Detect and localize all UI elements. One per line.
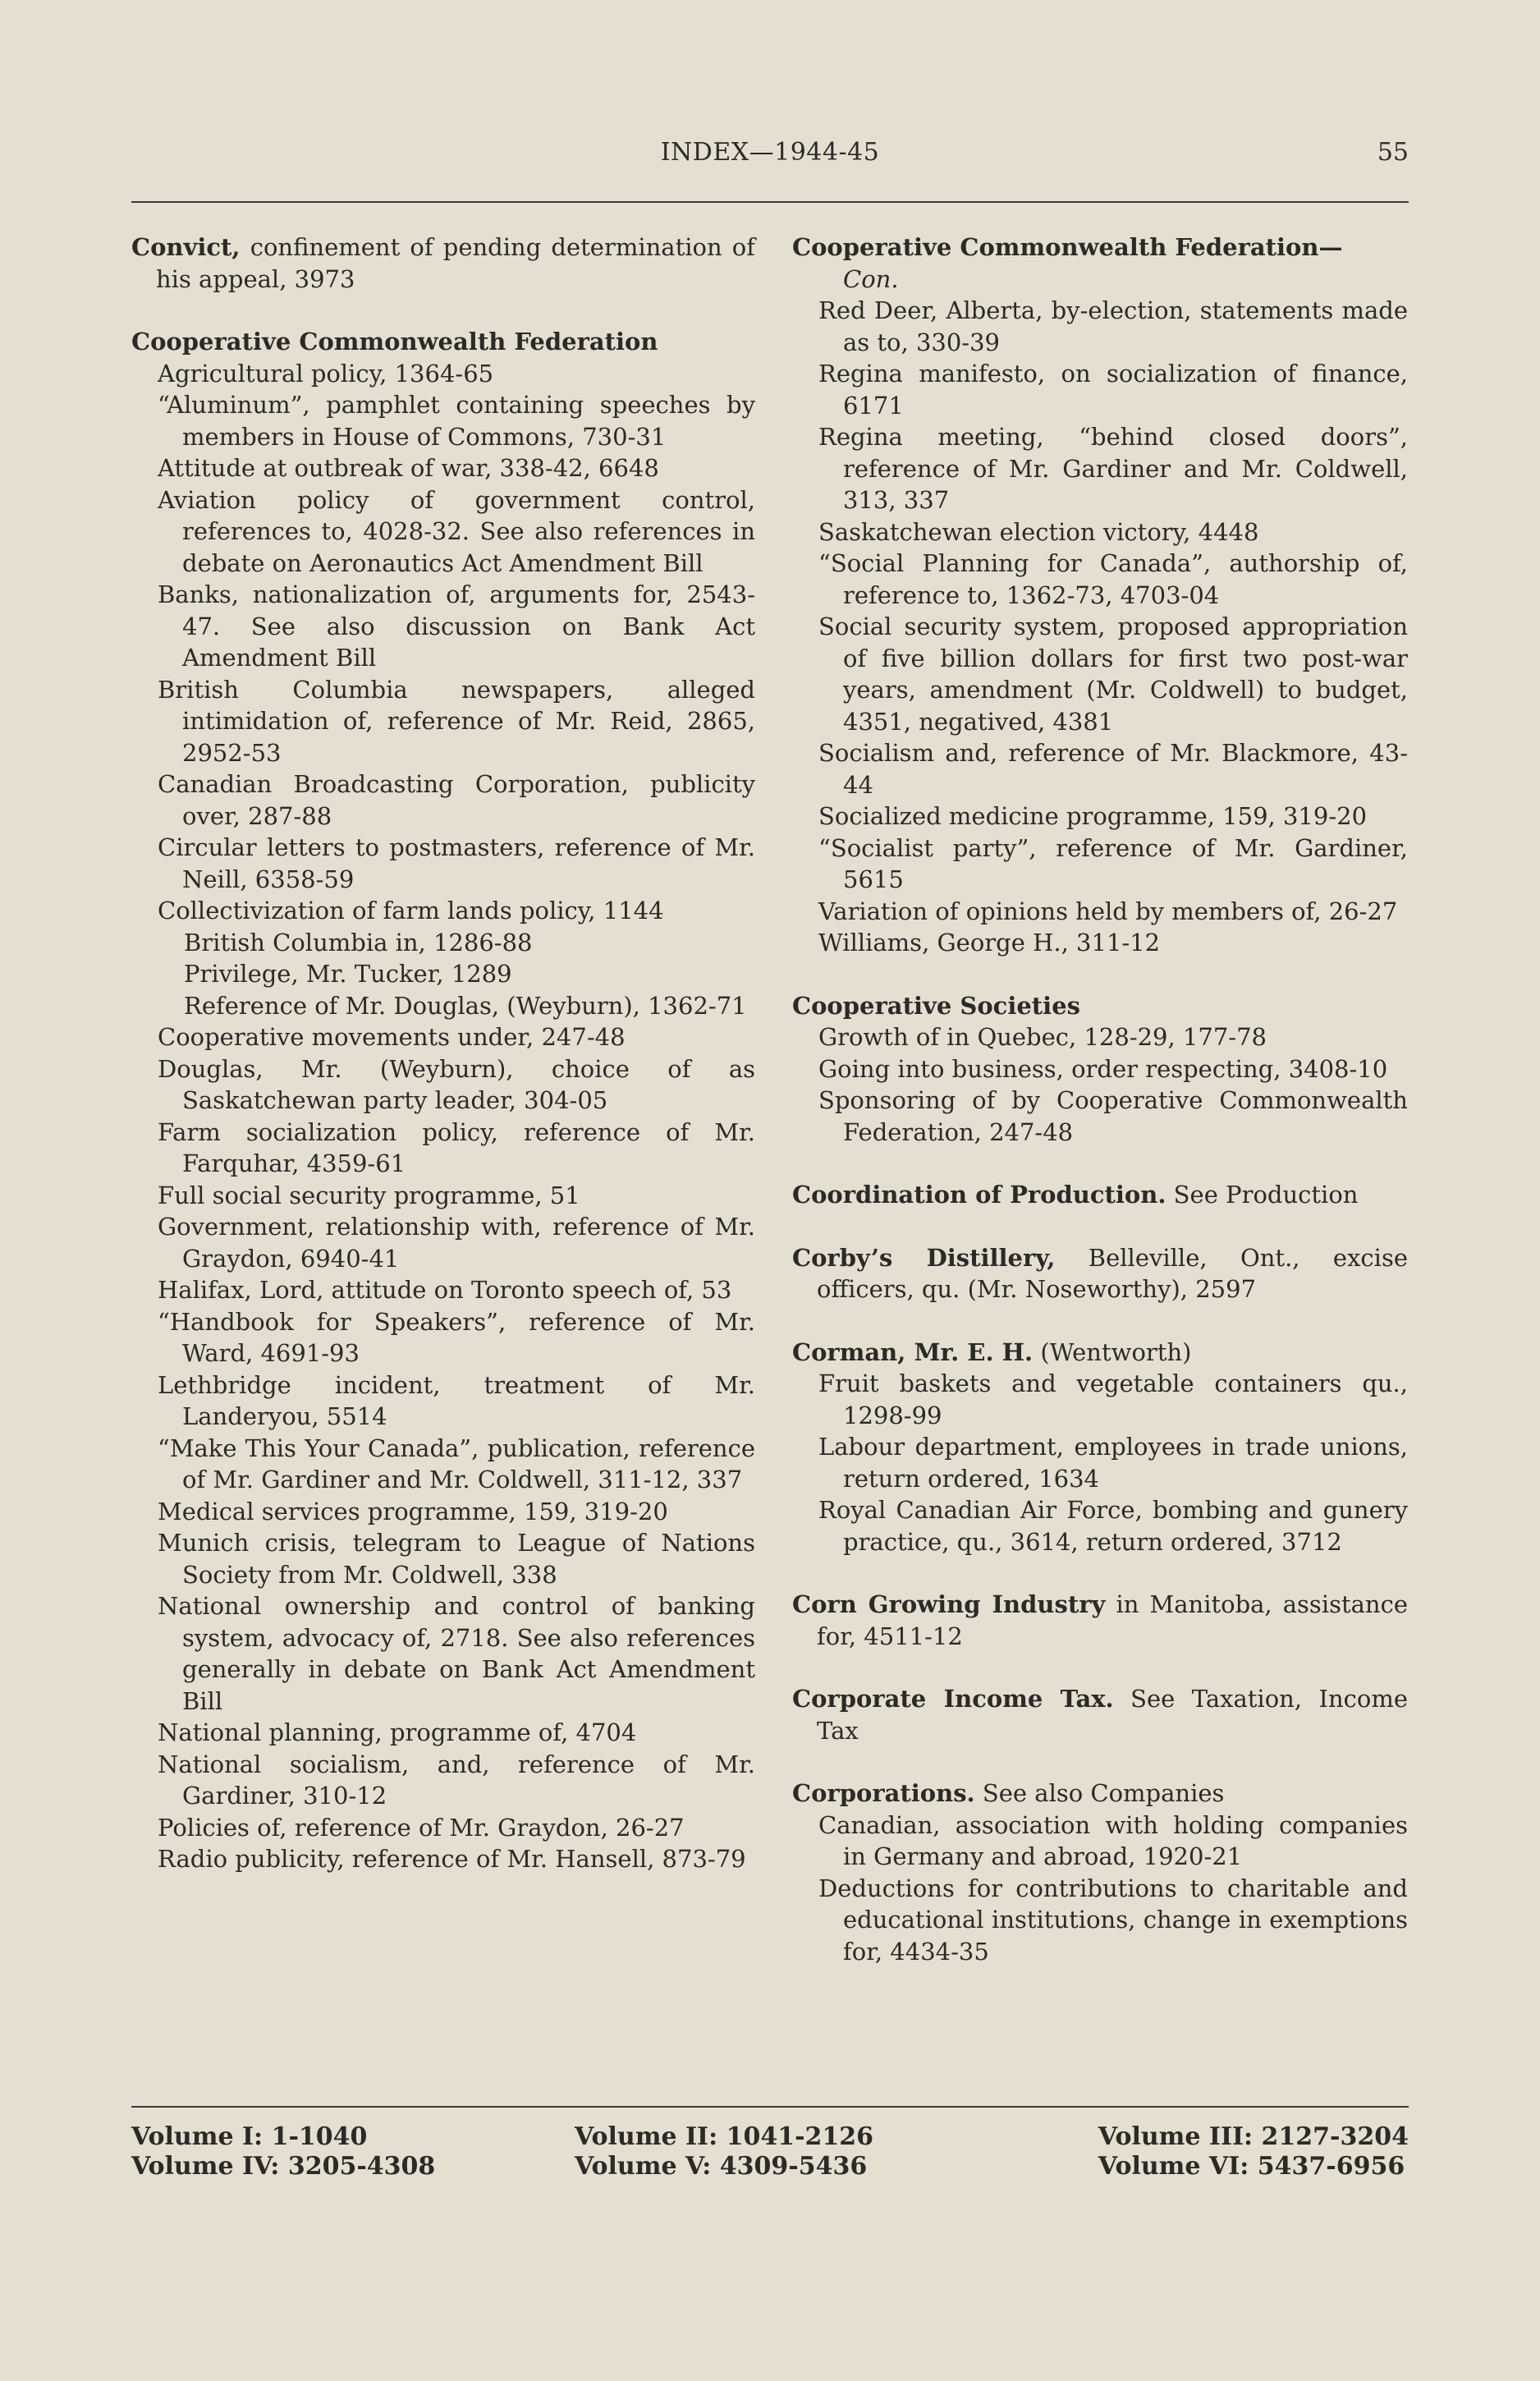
- subentry: Collectivization of farm lands policy, 1144: [158, 897, 664, 924]
- subentry: Socialized medicine programme, 159, 319-20: [818, 802, 1368, 830]
- subentry: Growth of in Quebec, 128-29, 177-78: [818, 1023, 1267, 1051]
- entry-heading: Cooperative Societies: [792, 991, 1080, 1020]
- entry-reference: Belleville, Ont., excise officers, qu. (Mr. Noseworthy), 2597: [817, 1243, 1408, 1303]
- subentry: British Columbia newspapers, alleged intimidation of, reference of Mr. Reid, 2865, 2952-53: [158, 675, 755, 767]
- subentry: Fruit baskets and vegetable containers qu., 1298-99: [818, 1369, 1408, 1429]
- subentry: Farm socialization policy, reference of Mr. Farquhar, 4359-61: [158, 1117, 755, 1177]
- entry-heading-line: [792, 1337, 1408, 1369]
- index-entry: [792, 1778, 1408, 1967]
- entry-reference: in Manitoba, assistance for, 4511-12: [817, 1590, 1408, 1650]
- entry-reference: (Wentworth): [1033, 1337, 1192, 1366]
- entry-heading-line: [792, 990, 1408, 1022]
- continued-label: Con.: [843, 264, 899, 293]
- volume-range: Volume VI: 5437-6956: [1098, 2152, 1405, 2181]
- right-column: [792, 232, 1408, 1998]
- subentry: Saskatchewan election victory, 4448: [818, 517, 1259, 546]
- sub-subentry: British Columbia in, 1286-88: [184, 928, 533, 957]
- entry-heading: Corporations.: [792, 1779, 975, 1807]
- subentry: Regina manifesto, on socialization of finance, 6171: [818, 360, 1408, 420]
- index-entry: [792, 990, 1408, 1149]
- subentry: Canadian Broadcasting Corporation, publicity over, 287-88: [158, 770, 755, 830]
- subentry: Socialism and, reference of Mr. Blackmore, 43-44: [818, 739, 1408, 799]
- subentry: Red Deer, Alberta, by-election, statements made as to, 330-39: [818, 296, 1408, 356]
- volume-range: Volume I: 1-1040: [131, 2122, 368, 2151]
- index-entry: [131, 232, 755, 295]
- page-title: INDEX—1944-45: [660, 138, 880, 167]
- entry-reference: confinement of pending determination of his appeal, 3973: [156, 233, 755, 293]
- footer-col-1: [131, 2122, 435, 2181]
- subentry: National ownership and control of banking system, advocacy of, 2718. See also references generally in debate on Bank Act Amendment Bill: [158, 1592, 755, 1715]
- subentry: National socialism, and, reference of Mr. Gardiner, 310-12: [158, 1750, 755, 1810]
- subentry: Agricultural policy, 1364-65: [158, 359, 494, 388]
- entry-heading-line: [792, 1179, 1408, 1211]
- subentry: “Handbook for Speakers”, reference of Mr. Ward, 4691-93: [158, 1307, 755, 1367]
- subentry: Canadian, association with holding companies in Germany and abroad, 1920-21: [818, 1810, 1408, 1870]
- subentry: Radio publicity, reference of Mr. Hansell, 873-79: [158, 1845, 746, 1873]
- entry-heading-line: [792, 232, 1408, 264]
- entry-heading: Corman, Mr. E. H.: [792, 1337, 1034, 1366]
- subentry: Deductions for contributions to charitable and educational institutions, change in exemptions for, 4434-35: [818, 1874, 1408, 1966]
- entry-heading: Corporate Income Tax.: [792, 1685, 1114, 1713]
- volume-range: Volume III: 2127-3204: [1098, 2122, 1409, 2151]
- index-entry: [792, 1179, 1408, 1211]
- subentry: “Aluminum”, pamphlet containing speeches by members in House of Commons, 730-31: [158, 391, 755, 451]
- entry-heading-line: [131, 326, 755, 358]
- index-entry: [792, 1589, 1408, 1652]
- index-entry: [792, 1683, 1408, 1746]
- entry-reference: See Taxation, Income Tax: [817, 1685, 1408, 1745]
- subentry: Cooperative movements under, 247-48: [158, 1023, 626, 1051]
- subentry: Sponsoring of by Cooperative Commonwealth Federation, 247-48: [818, 1086, 1408, 1146]
- entry-heading: Coordination of Production.: [792, 1181, 1166, 1209]
- sub-subentry: Privilege, Mr. Tucker, 1289: [184, 960, 512, 988]
- subentry: Policies of, reference of Mr. Graydon, 26-27: [158, 1813, 685, 1842]
- entry-reference: See also Companies: [974, 1779, 1225, 1807]
- left-column: [131, 232, 755, 1906]
- subentry: Aviation policy of government control, references to, 4028-32. See also references in debate on Aeronautics Act Amendment Bill: [158, 485, 755, 577]
- subentry: Government, relationship with, reference of Mr. Graydon, 6940-41: [158, 1213, 755, 1273]
- subentry: Lethbridge incident, treatment of Mr. Landeryou, 5514: [158, 1370, 755, 1430]
- entry-heading-line: [792, 1778, 1408, 1810]
- header-rule: [131, 201, 1409, 203]
- running-head: [131, 138, 1409, 179]
- footer-col-2: [575, 2122, 873, 2181]
- subentry: “Social Planning for Canada”, authorship of, reference to, 1362-73, 4703-04: [818, 549, 1408, 609]
- subentry: Banks, nationalization of, arguments for, 2543-47. See also discussion on Bank Act Amendment Bill: [158, 580, 755, 672]
- page-number: 55: [1377, 138, 1409, 167]
- subentry: Full social security programme, 51: [158, 1181, 580, 1209]
- volume-range: Volume II: 1041-2126: [575, 2122, 874, 2151]
- volume-footer: [131, 2122, 1409, 2188]
- entry-heading-line: [792, 1683, 1408, 1746]
- entry-heading-line: [792, 1589, 1408, 1652]
- entry-heading-line: [131, 232, 755, 295]
- entry-heading: Cooperative Commonwealth Federation—: [792, 233, 1343, 261]
- sub-subentry: Reference of Mr. Douglas, (Weyburn), 1362-71: [184, 991, 747, 1020]
- footer-rule: [131, 2106, 1409, 2108]
- subentry: Halifax, Lord, attitude on Toronto speech of, 53: [158, 1276, 732, 1304]
- subentry: Going into business, order respecting, 3408-10: [818, 1054, 1388, 1083]
- subentry: National planning, programme of, 4704: [158, 1718, 637, 1746]
- entry-heading: Cooperative Commonwealth Federation: [131, 328, 658, 356]
- index-entry: [792, 232, 1408, 959]
- subentry: Royal Canadian Air Force, bombing and gunery practice, qu., 3614, return ordered, 3712: [818, 1496, 1408, 1556]
- volume-range: Volume V: 4309-5436: [575, 2152, 868, 2181]
- volume-range: Volume IV: 3205-4308: [131, 2152, 436, 2181]
- subentry: Circular letters to postmasters, reference of Mr. Neill, 6358-59: [158, 833, 755, 893]
- subentry: Variation of opinions held by members of, 26-27: [818, 897, 1398, 925]
- index-entry: [131, 326, 755, 1875]
- subentry: Labour department, employees in trade unions, return ordered, 1634: [818, 1433, 1408, 1493]
- subentry: Medical services programme, 159, 319-20: [158, 1497, 668, 1525]
- subentry: Munich crisis, telegram to League of Nations Society from Mr. Coldwell, 338: [158, 1529, 755, 1589]
- entry-reference: See Production: [1166, 1181, 1359, 1209]
- subentry: Social security system, proposed appropriation of five billion dollars for first two post-war years, amendment (Mr. Coldwell) to budget, 4351, negatived, 4381: [818, 612, 1408, 736]
- entry-heading-line: [792, 1242, 1408, 1305]
- subentry: Regina meeting, “behind closed doors”, reference of Mr. Gardiner and Mr. Coldwell, 313, 337: [818, 423, 1408, 514]
- subentry: “Make This Your Canada”, publication, reference of Mr. Gardiner and Mr. Coldwell, 311-12, 337: [158, 1434, 755, 1493]
- subentry: Douglas, Mr. (Weyburn), choice of as Saskatchewan party leader, 304-05: [158, 1054, 755, 1114]
- footer-col-3: [1098, 2122, 1409, 2181]
- entry-heading: Corby’s Distillery,: [792, 1243, 1056, 1272]
- index-entry: [792, 1242, 1408, 1305]
- entry-heading: Convict,: [131, 233, 241, 261]
- index-entry: [792, 1337, 1408, 1558]
- subentry: Attitude at outbreak of war, 338-42, 6648: [158, 454, 659, 482]
- entry-heading: Corn Growing Industry: [792, 1590, 1106, 1618]
- subentry: Williams, George H., 311-12: [818, 929, 1161, 957]
- subentry: “Socialist party”, reference of Mr. Gardiner, 5615: [818, 833, 1408, 893]
